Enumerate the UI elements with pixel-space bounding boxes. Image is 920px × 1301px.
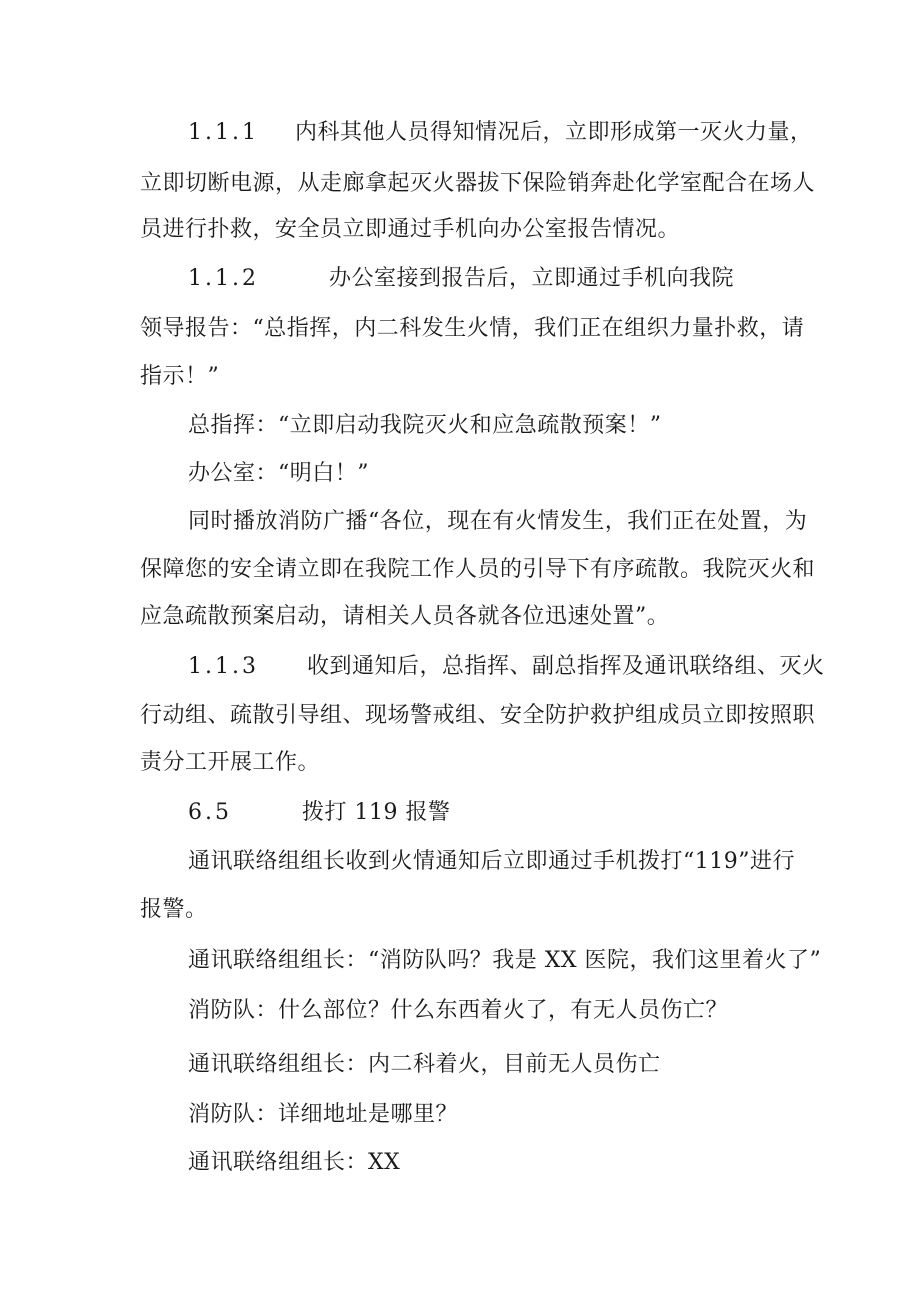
report-line-2: 报警。	[140, 897, 208, 922]
paragraph-1-1-2-line-2: 领导报告：“总指挥，内二科发生火情，我们正在组织力量扑救，请	[140, 316, 805, 341]
report-line-1: 通讯联络组组长收到火情通知后立即通过手机拨打“119”进行	[188, 849, 795, 874]
section-title: 拨打 119 报警	[302, 800, 451, 825]
paragraph-1-1-2-line-1	[188, 264, 734, 294]
paragraph-1-1-3-line-3: 责分工开展工作。	[140, 750, 321, 775]
paragraph-text: 收到通知后，总指挥、副总指挥及通讯联络组、灭火	[306, 654, 825, 679]
section-6-5-heading	[188, 798, 450, 828]
dialog-line: 消防队：详细地址是哪里？	[188, 1102, 459, 1127]
section-number: 1.1.3	[188, 654, 259, 679]
dialog-line: 总指挥：“立即启动我院灭火和应急疏散预案！”	[188, 413, 662, 438]
section-number: 1.1.2	[188, 266, 259, 291]
broadcast-line-2: 保障您的安全请立即在我院工作人员的引导下有序疏散。我院灭火和	[140, 557, 816, 582]
paragraph-1-1-3-line-1	[188, 652, 825, 682]
section-number: 1.1.1	[188, 120, 259, 145]
section-number: 6.5	[188, 800, 232, 825]
dialog-line: 消防队：什么部位？什么东西着火了，有无人员伤亡？	[188, 998, 729, 1023]
paragraph-1-1-2-line-3: 指示！”	[140, 364, 220, 389]
broadcast-line-3: 应急疏散预案启动，请相关人员各就各位迅速处置”。	[140, 604, 670, 629]
broadcast-line-1: 同时播放消防广播“各位，现在有火情发生，我们正在处置，为	[188, 509, 808, 534]
paragraph-text: 办公室接到报告后，立即通过手机向我院	[328, 266, 734, 291]
paragraph-1-1-3-line-2: 行动组、疏散引导组、现场警戒组、安全防护救护组成员立即按照职	[140, 703, 816, 728]
paragraph-1-1-1-line-2: 立即切断电源，从走廊拿起灭火器拔下保险销奔赴化学室配合在场人	[140, 171, 816, 196]
paragraph-1-1-1-line-1	[188, 118, 813, 148]
paragraph-text: 内科其他人员得知情况后，立即形成第一灭火力量，	[294, 120, 813, 145]
dialog-line: 通讯联络组组长：内二科着火，目前无人员伤亡	[188, 1052, 661, 1077]
dialog-line: 通讯联络组组长：XX	[188, 1150, 401, 1175]
dialog-line: 通讯联络组组长：“消防队吗？我是 XX 医院，我们这里着火了”	[188, 948, 822, 973]
dialog-line: 办公室：“明白！”	[188, 461, 369, 486]
paragraph-1-1-1-line-3: 员进行扑救，安全员立即通过手机向办公室报告情况。	[140, 217, 681, 242]
